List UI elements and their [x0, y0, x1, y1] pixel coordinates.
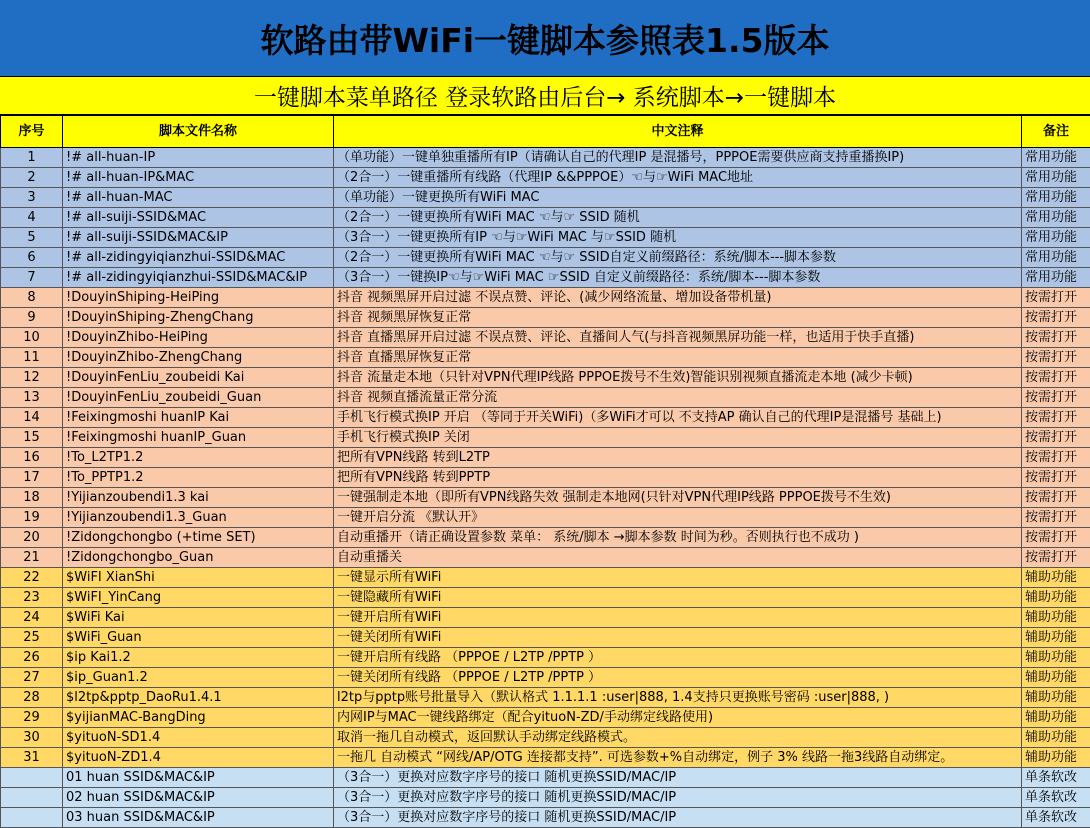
cell-index[interactable]: 15	[1, 428, 63, 448]
cell-index[interactable]: 23	[1, 588, 63, 608]
cell-script-name[interactable]: $WiFi Kai	[63, 608, 334, 628]
cell-script-name[interactable]: !# all-huan-IP	[63, 148, 334, 168]
cell-script-name[interactable]: !DouyinZhibo-HeiPing	[63, 328, 334, 348]
cell-remark[interactable]: 按需打开	[1022, 388, 1090, 408]
table-row[interactable]	[1, 208, 1090, 228]
cell-remark[interactable]: 辅助功能	[1022, 588, 1090, 608]
cell-index[interactable]: 21	[1, 548, 63, 568]
cell-index[interactable]: 18	[1, 488, 63, 508]
cell-index[interactable]: 28	[1, 688, 63, 708]
cell-script-name[interactable]: !Yijianzoubendi1.3 kai	[63, 488, 334, 508]
cell-description[interactable]: （2合一）一键更换所有WiFi MAC ☜与☞ SSID 随机	[334, 208, 1022, 228]
cell-index[interactable]: 8	[1, 288, 63, 308]
table-row[interactable]	[1, 228, 1090, 248]
table-row[interactable]	[1, 468, 1090, 488]
table-row[interactable]	[1, 428, 1090, 448]
table-row[interactable]	[1, 668, 1090, 688]
cell-remark[interactable]: 单条软改	[1022, 788, 1090, 808]
cell-script-name[interactable]: !# all-huan-MAC	[63, 188, 334, 208]
cell-script-name[interactable]: !Zidongchongbo (+time SET)	[63, 528, 334, 548]
table-row[interactable]	[1, 308, 1090, 328]
cell-description[interactable]: 一键关闭所有WiFi	[334, 628, 1022, 648]
table-row[interactable]	[1, 148, 1090, 168]
cell-index[interactable]: 25	[1, 628, 63, 648]
cell-script-name[interactable]: !# all-suiji-SSID&MAC&IP	[63, 228, 334, 248]
table-row[interactable]	[1, 408, 1090, 428]
cell-script-name[interactable]: !Yijianzoubendi1.3_Guan	[63, 508, 334, 528]
cell-remark[interactable]: 辅助功能	[1022, 708, 1090, 728]
cell-script-name[interactable]: $WiFi_Guan	[63, 628, 334, 648]
cell-index[interactable]	[1, 788, 63, 808]
table-row[interactable]	[1, 748, 1090, 768]
table-row[interactable]	[1, 588, 1090, 608]
cell-index[interactable]: 7	[1, 268, 63, 288]
header-remark[interactable]: 备注	[1022, 116, 1090, 148]
cell-remark[interactable]: 常用功能	[1022, 188, 1090, 208]
cell-script-name[interactable]: !DouyinZhibo-ZhengChang	[63, 348, 334, 368]
cell-remark[interactable]: 按需打开	[1022, 408, 1090, 428]
cell-remark[interactable]: 按需打开	[1022, 548, 1090, 568]
cell-index[interactable]: 5	[1, 228, 63, 248]
table-row[interactable]	[1, 708, 1090, 728]
cell-description[interactable]: 一键隐藏所有WiFi	[334, 588, 1022, 608]
cell-script-name[interactable]: $ip_Guan1.2	[63, 668, 334, 688]
table-row[interactable]	[1, 268, 1090, 288]
cell-script-name[interactable]: !DouyinFenLiu_zoubeidi_Guan	[63, 388, 334, 408]
cell-description[interactable]: 一键强制走本地（即所有VPN线路失效 强制走本地网(只针对VPN代理IP线路 PPPOE拨号不生效)	[334, 488, 1022, 508]
table-row[interactable]	[1, 528, 1090, 548]
cell-description[interactable]: 把所有VPN线路 转到PPTP	[334, 468, 1022, 488]
cell-remark[interactable]: 辅助功能	[1022, 568, 1090, 588]
cell-script-name[interactable]: 02 huan SSID&MAC&IP	[63, 788, 334, 808]
cell-remark[interactable]: 按需打开	[1022, 488, 1090, 508]
menu-path-banner: 一键脚本菜单路径 登录软路由后台→ 系统脚本→一键脚本	[0, 77, 1090, 115]
cell-description[interactable]: （3合一）一键更换所有IP ☜与☞WiFi MAC 与☞SSID 随机	[334, 228, 1022, 248]
cell-script-name[interactable]: !# all-zidingyiqianzhui-SSID&MAC&IP	[63, 268, 334, 288]
cell-description[interactable]: 一键开启所有线路 （PPPOE / L2TP /PPTP ）	[334, 648, 1022, 668]
cell-description[interactable]: （3合一）一键换IP☜与☞WiFi MAC ☞SSID 自定义前缀路径：系统/脚本---脚本参数	[334, 268, 1022, 288]
cell-description[interactable]: 把所有VPN线路 转到L2TP	[334, 448, 1022, 468]
cell-remark[interactable]: 常用功能	[1022, 268, 1090, 288]
cell-description[interactable]: 自动重播关	[334, 548, 1022, 568]
table-row[interactable]	[1, 328, 1090, 348]
table-row[interactable]	[1, 168, 1090, 188]
cell-script-name[interactable]: 03 huan SSID&MAC&IP	[63, 808, 334, 828]
cell-index[interactable]: 12	[1, 368, 63, 388]
script-table	[0, 115, 1090, 828]
cell-remark[interactable]: 辅助功能	[1022, 668, 1090, 688]
cell-remark[interactable]: 常用功能	[1022, 168, 1090, 188]
cell-index[interactable]: 1	[1, 148, 63, 168]
table-row[interactable]	[1, 368, 1090, 388]
cell-description[interactable]: 抖音 视频直播流量正常分流	[334, 388, 1022, 408]
cell-script-name[interactable]: !DouyinShiping-HeiPing	[63, 288, 334, 308]
table-row[interactable]	[1, 248, 1090, 268]
cell-description[interactable]: 抖音 视频黑屏开启过滤 不误点赞、评论、(减少网络流量、增加设备带机量)	[334, 288, 1022, 308]
cell-description[interactable]: 一拖几 自动模式 “网线/AP/OTG 连接都支持”. 可选参数+%自动绑定，例子 3% 线路一拖3线路自动绑定。	[334, 748, 1022, 768]
cell-index[interactable]: 24	[1, 608, 63, 628]
cell-description[interactable]: 抖音 视频黑屏恢复正常	[334, 308, 1022, 328]
cell-index[interactable]: 4	[1, 208, 63, 228]
cell-description[interactable]: 抖音 直播黑屏开启过滤 不误点赞、评论、直播间人气(与抖音视频黑屏功能一样，也适用于快手直播)	[334, 328, 1022, 348]
table-row[interactable]	[1, 348, 1090, 368]
cell-script-name[interactable]: !To_PPTP1.2	[63, 468, 334, 488]
cell-remark[interactable]: 按需打开	[1022, 468, 1090, 488]
table-row[interactable]	[1, 608, 1090, 628]
cell-index[interactable]: 17	[1, 468, 63, 488]
cell-index[interactable]: 16	[1, 448, 63, 468]
cell-description[interactable]: （3合一）更换对应数字序号的接口 随机更换SSID/MAC/IP	[334, 808, 1022, 828]
table-header-row	[1, 116, 1090, 148]
cell-remark[interactable]: 常用功能	[1022, 228, 1090, 248]
cell-remark[interactable]: 辅助功能	[1022, 608, 1090, 628]
cell-remark[interactable]: 辅助功能	[1022, 648, 1090, 668]
cell-index[interactable]: 11	[1, 348, 63, 368]
cell-index[interactable]: 2	[1, 168, 63, 188]
cell-remark[interactable]: 按需打开	[1022, 348, 1090, 368]
cell-script-name[interactable]: !# all-suiji-SSID&MAC	[63, 208, 334, 228]
cell-description[interactable]: 手机飞行模式换IP 开启 （等同于开关WiFi)（多WiFi才可以 不支持AP 确认自己的代理IP是混播号 基础上)	[334, 408, 1022, 428]
cell-index[interactable]: 10	[1, 328, 63, 348]
cell-description[interactable]: 一键开启所有WiFi	[334, 608, 1022, 628]
cell-remark[interactable]: 常用功能	[1022, 248, 1090, 268]
cell-script-name[interactable]: $yituoN-SD1.4	[63, 728, 334, 748]
cell-remark[interactable]: 常用功能	[1022, 208, 1090, 228]
cell-script-name[interactable]: 01 huan SSID&MAC&IP	[63, 768, 334, 788]
sheet-title: 软路由带WiFi一键脚本参照表1.5版本	[0, 0, 1090, 77]
cell-script-name[interactable]: $ip Kai1.2	[63, 648, 334, 668]
table-body	[1, 148, 1090, 828]
cell-remark[interactable]: 辅助功能	[1022, 728, 1090, 748]
table-row[interactable]	[1, 488, 1090, 508]
cell-description[interactable]: 一键关闭所有线路 （PPPOE / L2TP /PPTP ）	[334, 668, 1022, 688]
cell-script-name[interactable]: $WiFI XianShi	[63, 568, 334, 588]
table-row[interactable]	[1, 508, 1090, 528]
cell-description[interactable]: （2合一）一键更换所有WiFi MAC ☜与☞ SSID自定义前缀路径：系统/脚本---脚本参数	[334, 248, 1022, 268]
cell-remark[interactable]: 按需打开	[1022, 368, 1090, 388]
cell-script-name[interactable]: !Zidongchongbo_Guan	[63, 548, 334, 568]
cell-description[interactable]: （3合一）更换对应数字序号的接口 随机更换SSID/MAC/IP	[334, 768, 1022, 788]
cell-remark[interactable]: 按需打开	[1022, 308, 1090, 328]
cell-remark[interactable]: 按需打开	[1022, 288, 1090, 308]
cell-remark[interactable]: 常用功能	[1022, 148, 1090, 168]
cell-description[interactable]: （2合一）一键重播所有线路（代理IP &&PPPOE）☜与☞WiFi MAC地址	[334, 168, 1022, 188]
cell-description[interactable]: 内网IP与MAC一键线路绑定（配合yituoN-ZD/手动绑定线路使用)	[334, 708, 1022, 728]
table-row[interactable]	[1, 688, 1090, 708]
table-row[interactable]	[1, 548, 1090, 568]
cell-index[interactable]: 19	[1, 508, 63, 528]
table-row[interactable]	[1, 728, 1090, 748]
cell-script-name[interactable]: !Feixingmoshi huanIP_Guan	[63, 428, 334, 448]
cell-index[interactable]: 22	[1, 568, 63, 588]
cell-index[interactable]: 13	[1, 388, 63, 408]
cell-script-name[interactable]: !# all-zidingyiqianzhui-SSID&MAC	[63, 248, 334, 268]
table-row[interactable]	[1, 648, 1090, 668]
cell-remark[interactable]: 按需打开	[1022, 508, 1090, 528]
table-row[interactable]	[1, 448, 1090, 468]
cell-script-name[interactable]: !# all-huan-IP&MAC	[63, 168, 334, 188]
table-row[interactable]	[1, 188, 1090, 208]
cell-remark[interactable]: 辅助功能	[1022, 628, 1090, 648]
cell-description[interactable]: 取消一拖几自动模式，返回默认手动绑定线路模式。	[334, 728, 1022, 748]
cell-description[interactable]: 自动重播开（请正确设置参数 菜单： 系统/脚本 →脚本参数 时间为秒。否则执行也不成功 )	[334, 528, 1022, 548]
cell-description[interactable]: 手机飞行模式换IP 关闭	[334, 428, 1022, 448]
cell-script-name[interactable]: !DouyinShiping-ZhengChang	[63, 308, 334, 328]
table-row[interactable]	[1, 768, 1090, 788]
cell-index[interactable]: 9	[1, 308, 63, 328]
cell-description[interactable]: （单功能）一键单独重播所有IP（请确认自己的代理IP 是混播号，PPPOE需要供应商支持重播换IP)	[334, 148, 1022, 168]
cell-description[interactable]: （3合一）更换对应数字序号的接口 随机更换SSID/MAC/IP	[334, 788, 1022, 808]
cell-remark[interactable]: 辅助功能	[1022, 688, 1090, 708]
table-row[interactable]	[1, 288, 1090, 308]
header-index[interactable]: 序号	[1, 116, 63, 148]
cell-script-name[interactable]: !Feixingmoshi huanIP Kai	[63, 408, 334, 428]
cell-remark[interactable]: 按需打开	[1022, 428, 1090, 448]
cell-description[interactable]: l2tp与pptp账号批量导入（默认格式 1.1.1.1 :user|888, 1.4支持只更换账号密码 :user|888, )	[334, 688, 1022, 708]
cell-index[interactable]: 3	[1, 188, 63, 208]
cell-index[interactable]: 30	[1, 728, 63, 748]
cell-index[interactable]	[1, 768, 63, 788]
header-script-name[interactable]: 脚本文件名称	[63, 116, 334, 148]
cell-remark[interactable]: 按需打开	[1022, 448, 1090, 468]
cell-script-name[interactable]: $yijianMAC-BangDing	[63, 708, 334, 728]
cell-index[interactable]: 14	[1, 408, 63, 428]
cell-script-name[interactable]: !DouyinFenLiu_zoubeidi Kai	[63, 368, 334, 388]
cell-index[interactable]: 31	[1, 748, 63, 768]
cell-remark[interactable]: 单条软改	[1022, 808, 1090, 828]
table-row[interactable]	[1, 568, 1090, 588]
table-row[interactable]	[1, 388, 1090, 408]
header-description[interactable]: 中文注释	[334, 116, 1022, 148]
cell-index[interactable]: 6	[1, 248, 63, 268]
cell-description[interactable]: 抖音 流量走本地（只针对VPN代理IP线路 PPPOE拨号不生效)智能识别视频直播流走本地 (减少卡顿)	[334, 368, 1022, 388]
cell-script-name[interactable]: $WiFI_YinCang	[63, 588, 334, 608]
cell-description[interactable]: （单功能）一键更换所有WiFi MAC	[334, 188, 1022, 208]
cell-script-name[interactable]: $yituoN-ZD1.4	[63, 748, 334, 768]
cell-remark[interactable]: 按需打开	[1022, 328, 1090, 348]
cell-index[interactable]: 27	[1, 668, 63, 688]
cell-remark[interactable]: 辅助功能	[1022, 748, 1090, 768]
cell-index[interactable]: 26	[1, 648, 63, 668]
cell-index[interactable]: 20	[1, 528, 63, 548]
cell-script-name[interactable]: $l2tp&pptp_DaoRu1.4.1	[63, 688, 334, 708]
cell-remark[interactable]: 按需打开	[1022, 528, 1090, 548]
cell-remark[interactable]: 单条软改	[1022, 768, 1090, 788]
cell-description[interactable]: 一键开启分流 《默认开》	[334, 508, 1022, 528]
cell-index[interactable]: 29	[1, 708, 63, 728]
table-row[interactable]	[1, 628, 1090, 648]
cell-description[interactable]: 一键显示所有WiFi	[334, 568, 1022, 588]
cell-description[interactable]: 抖音 直播黑屏恢复正常	[334, 348, 1022, 368]
table-row[interactable]	[1, 788, 1090, 808]
cell-script-name[interactable]: !To_L2TP1.2	[63, 448, 334, 468]
